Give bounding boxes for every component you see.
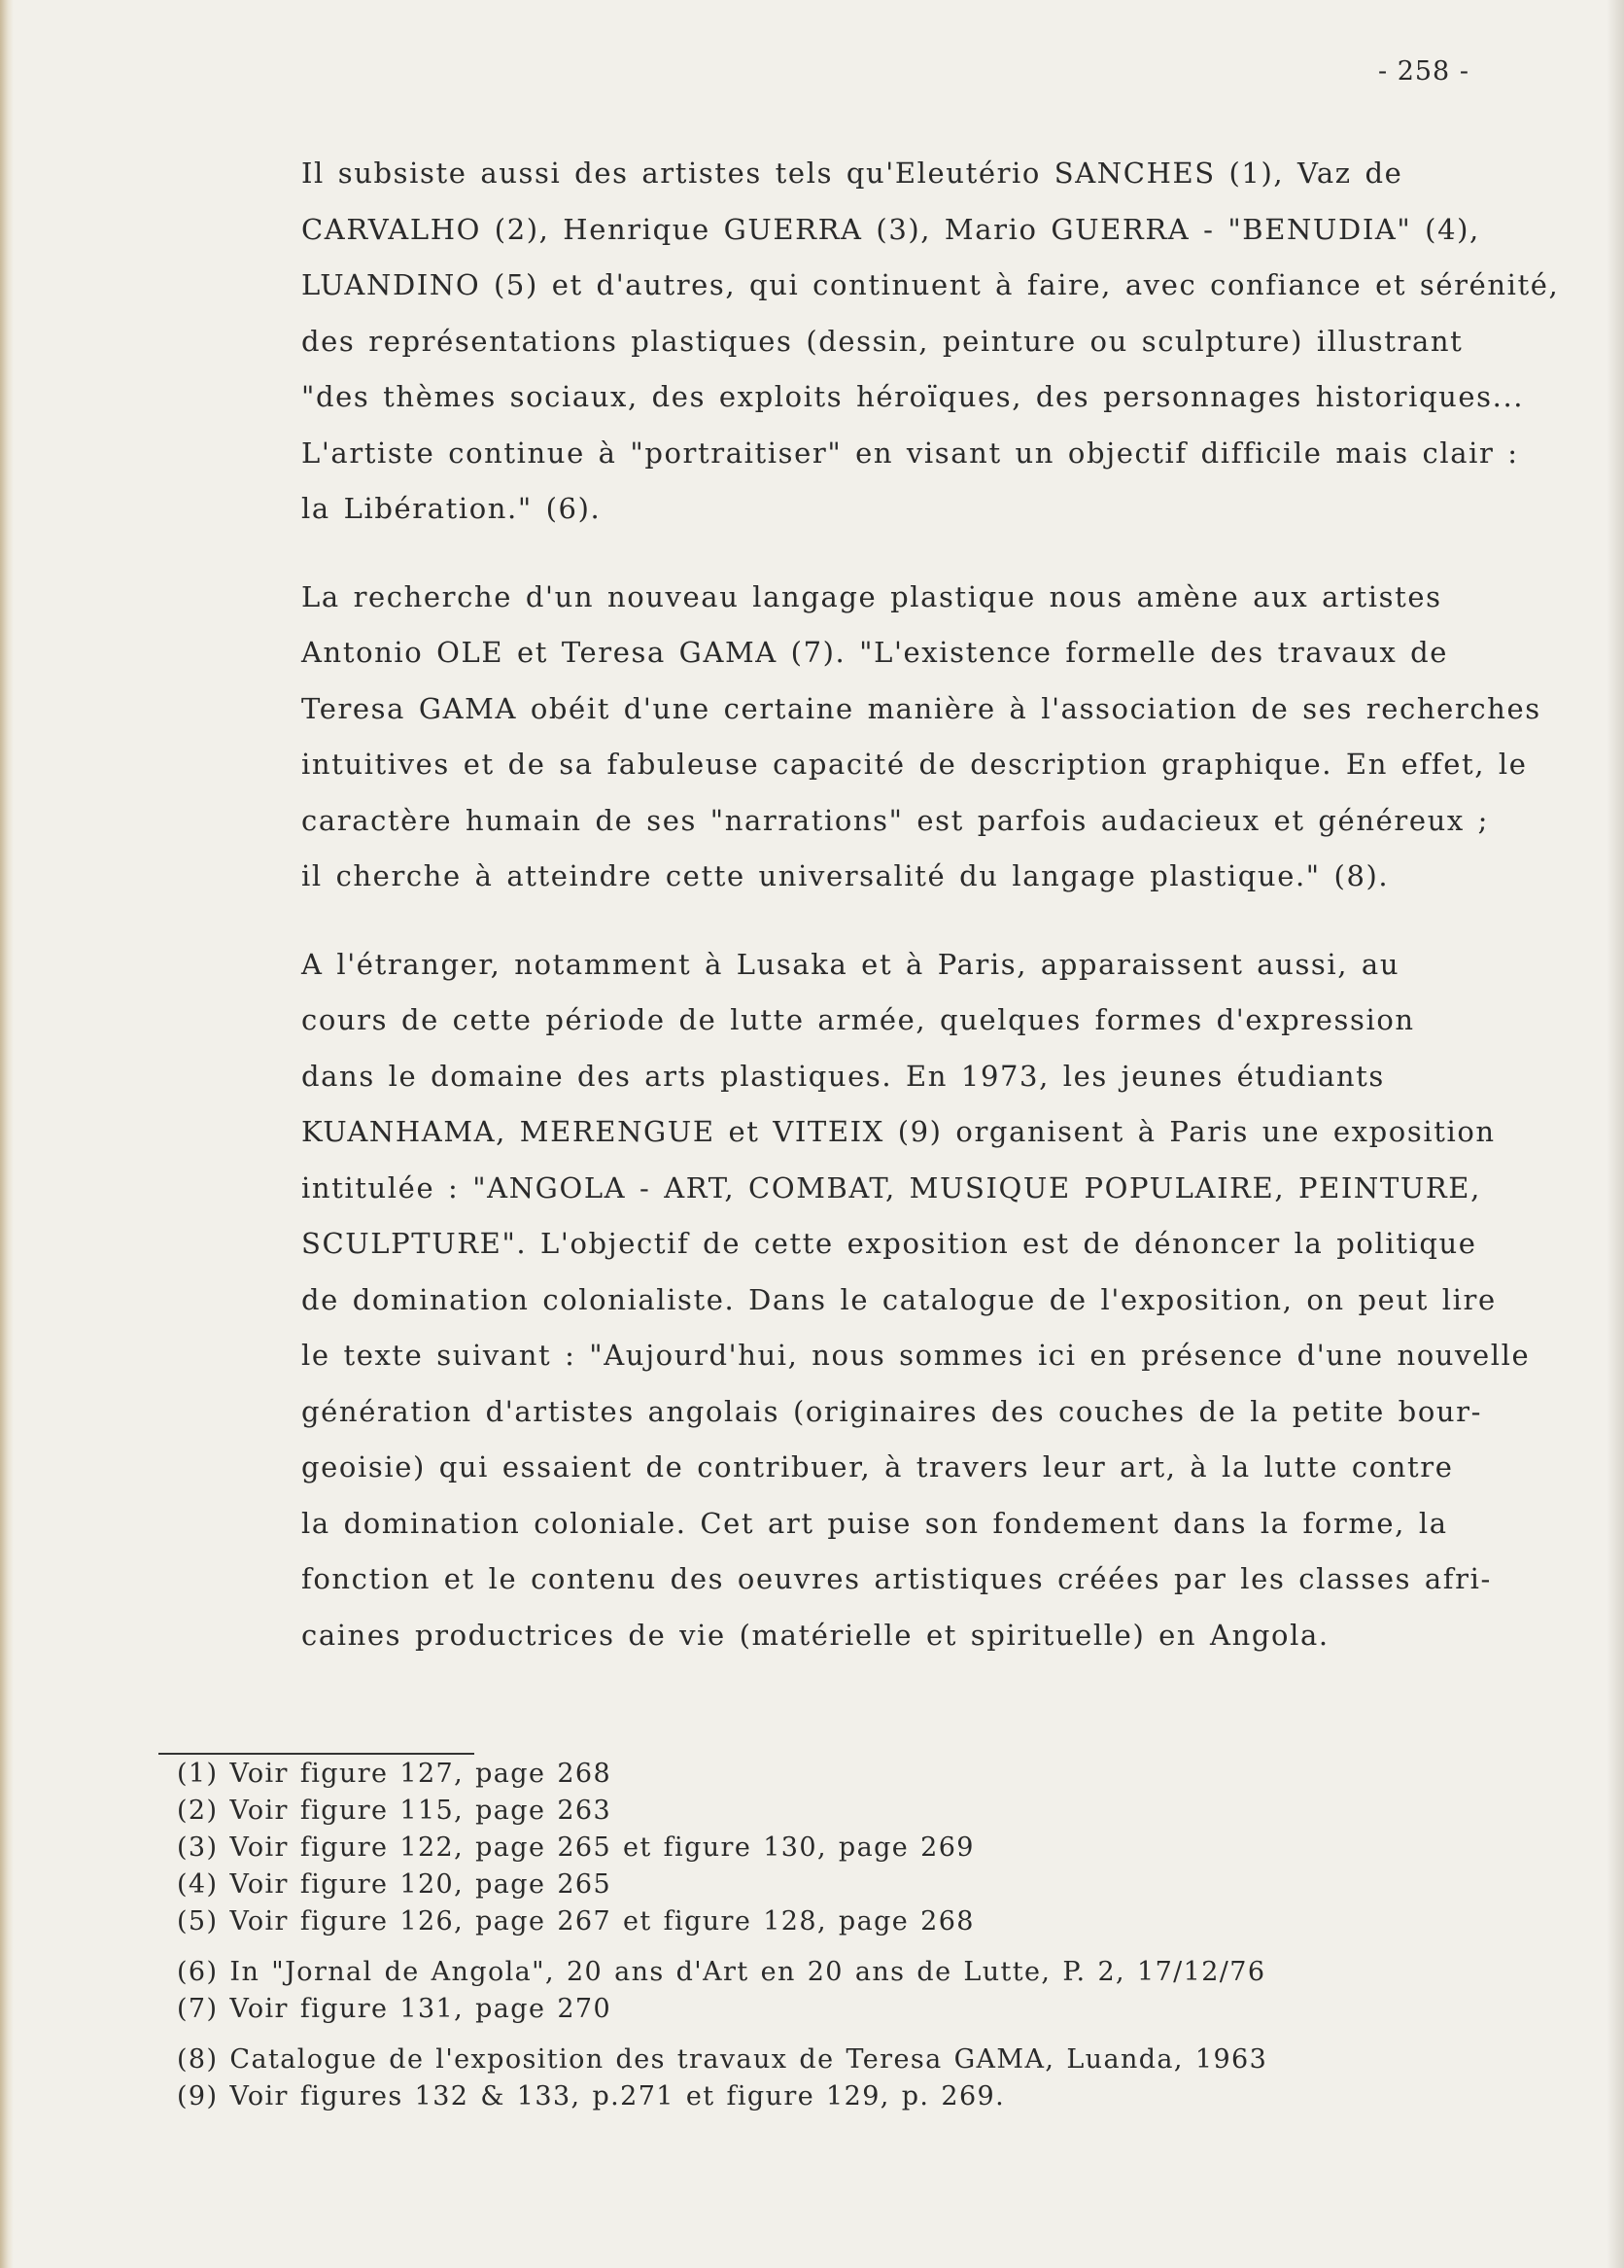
body-text <box>301 146 1594 1663</box>
footnote-group <box>177 2041 1518 2115</box>
text-line: des représentations plastiques (dessin, peinture ou sculpture) illustrant <box>301 324 1464 358</box>
footnote: (9) Voir figures 132 & 133, p.271 et figure 129, p. 269. <box>177 2081 1006 2111</box>
footnote: (4) Voir figure 120, page 265 <box>177 1869 612 1900</box>
footnote-group <box>177 1756 1518 1940</box>
text-line: Teresa GAMA obéit d'une certaine manière à l'association de ses recherches <box>301 691 1541 725</box>
page-edge-left <box>0 0 14 2268</box>
text-line: Antonio OLE et Teresa GAMA (7). "L'existence formelle des travaux de <box>301 636 1449 669</box>
page-edge-right <box>1607 0 1624 2268</box>
paragraph <box>301 146 1594 538</box>
text-line: la domination coloniale. Cet art puise son fondement dans la forme, la <box>301 1506 1448 1540</box>
text-line: cours de cette période de lutte armée, quelques formes d'expression <box>301 1003 1415 1036</box>
text-line: LUANDINO (5) et d'autres, qui continuent à faire, avec confiance et sérénité, <box>301 268 1560 301</box>
text-line: intitulée : "ANGOLA - ART, COMBAT, MUSIQUE POPULAIRE, PEINTURE, <box>301 1170 1481 1204</box>
text-line: le texte suivant : "Aujourd'hui, nous sommes ici en présence d'une nouvelle <box>301 1339 1531 1372</box>
text-line: de domination colonialiste. Dans le catalogue de l'exposition, on peut lire <box>301 1282 1497 1316</box>
text-line: L'artiste continue à "portraitiser" en visant un objectif difficile mais clair : <box>301 436 1519 470</box>
footnote: (2) Voir figure 115, page 263 <box>177 1796 612 1826</box>
text-line: CARVALHO (2), Henrique GUERRA (3), Mario GUERRA - "BENUDIA" (4), <box>301 212 1480 246</box>
footnote: (1) Voir figure 127, page 268 <box>177 1759 612 1789</box>
text-line: geoisie) qui essaient de contribuer, à travers leur art, à la lutte contre <box>301 1450 1454 1483</box>
paragraph <box>301 937 1594 1664</box>
footnote: (8) Catalogue de l'exposition des travaux de Teresa GAMA, Luanda, 1963 <box>177 2044 1268 2075</box>
text-line: La recherche d'un nouveau langage plastique nous amène aux artistes <box>301 579 1442 613</box>
page-number: - 258 - <box>1378 56 1469 87</box>
text-line: caines productrices de vie (matérielle et spirituelle) en Angola. <box>301 1618 1330 1652</box>
text-line: KUANHAMA, MERENGUE et VITEIX (9) organisent à Paris une exposition <box>301 1115 1496 1148</box>
text-line: A l'étranger, notamment à Lusaka et à Paris, apparaissent aussi, au <box>301 947 1400 981</box>
text-line: "des thèmes sociaux, des exploits héroïques, des personnages historiques... <box>301 380 1525 413</box>
text-line: il cherche à atteindre cette universalité du langage plastique." (8). <box>301 859 1390 892</box>
footnote: (3) Voir figure 122, page 265 et figure 130, page 269 <box>177 1832 975 1863</box>
text-line: caractère humain de ses "narrations" est parfois audacieux et généreux ; <box>301 803 1490 837</box>
footnotes <box>177 1753 1518 2115</box>
text-line: intuitives et de sa fabuleuse capacité de description graphique. En effet, le <box>301 748 1528 781</box>
paragraph <box>301 570 1594 905</box>
footnote: (5) Voir figure 126, page 267 et figure 128, page 268 <box>177 1906 975 1937</box>
footnote: (6) In "Jornal de Angola", 20 ans d'Art en 20 ans de Lutte, P. 2, 17/12/76 <box>177 1957 1266 1987</box>
text-line: la Libération." (6). <box>301 492 602 525</box>
text-line: génération d'artistes angolais (originaires des couches de la petite bour- <box>301 1394 1483 1428</box>
text-line: dans le domaine des arts plastiques. En 1973, les jeunes étudiants <box>301 1059 1385 1093</box>
text-line: SCULPTURE". L'objectif de cette exposition est de dénoncer la politique <box>301 1227 1477 1260</box>
footnote-group <box>177 1954 1518 2028</box>
text-line: fonction et le contenu des oeuvres artistiques créées par les classes afri- <box>301 1562 1492 1595</box>
text-line: Il subsiste aussi des artistes tels qu'Eleutério SANCHES (1), Vaz de <box>301 157 1403 190</box>
footnote: (7) Voir figure 131, page 270 <box>177 1994 612 2024</box>
